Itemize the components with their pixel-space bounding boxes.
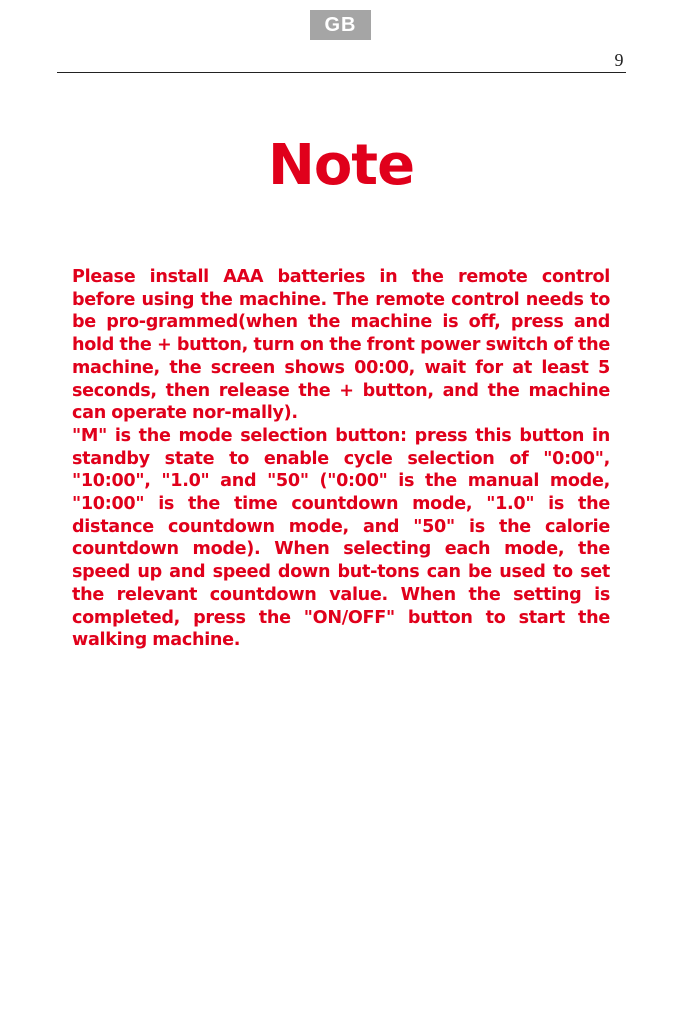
page-number: 9 [614, 50, 624, 70]
note-body [72, 266, 610, 652]
page-title: Note [267, 133, 415, 198]
paragraph-battery-programming: Please install AAA batteries in the remote control before using the machine. The remote control needs to be pro-grammed(when the machine is off, press and hold the + button, turn on the front power switch of the machine, the screen shows 00:00, wait for at least 5 seconds, then release the + button, and the machine can operate nor-mally). [72, 267, 610, 424]
paragraph-mode-selection: "M" is the mode selection button: press this button in standby state to enable cycle selection of "0:00", "10:00", "1.0" and "50" ("0:00" is the manual mode, "10:00" is the time countdown mode, "1.0" is the distance countdown mode, and "50" is the calorie countdown mode). When selecting each mode, the speed up and speed down but-tons can be used to set the relevant countdown value. When the setting is completed, press the "ON/OFF" button to start the walking machine. [72, 425, 610, 651]
header-divider [57, 72, 626, 73]
language-badge: GB [310, 10, 371, 40]
